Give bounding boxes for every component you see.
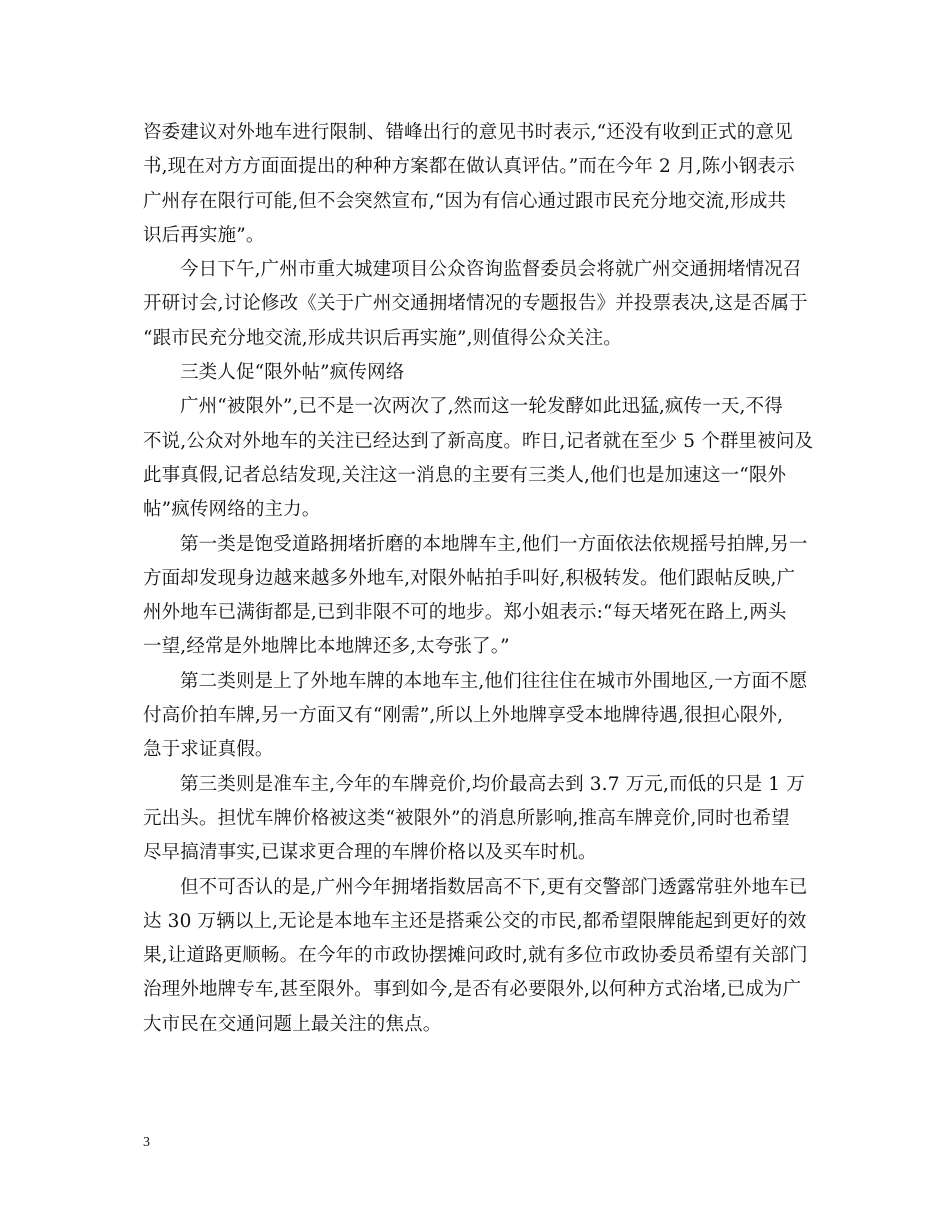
text-line: 一望,经常是外地牌比本地牌还多,太夸张了。” xyxy=(143,636,510,658)
text-line: 治理外地牌专车,甚至限外。事到如今,是否有必要限外,以何种方式治堵,已成为广 xyxy=(143,979,802,1001)
paragraph-start-line: 第二类则是上了外地车牌的本地车主,他们往往住在城市外围地区,一方面不愿 xyxy=(180,670,808,692)
page-number: 3 xyxy=(143,1135,150,1150)
text-line: 急于求证真假。 xyxy=(143,739,274,761)
paragraph-start-line: 但不可否认的是,广州今年拥堵指数居高不下,更有交警部门透露常驻外地车已 xyxy=(180,876,808,898)
text-line: 咨委建议对外地车进行限制、错峰出行的意见书时表示,“还没有收到正式的意见 xyxy=(143,122,793,143)
text-line: 开研讨会,讨论修改《关于广州交通拥堵情况的专题报告》并投票表决,这是否属于 xyxy=(143,293,808,315)
text-line: 帖”疯传网络的主力。 xyxy=(143,499,321,521)
text-line: 州外地车已满街都是,已到非限不可的地步。郑小姐表示:“每天堵死在路上,两头 xyxy=(143,602,787,624)
text-line: “跟市民充分地交流,形成共识后再实施”,则值得公众关注。 xyxy=(143,327,622,349)
text-line: 果,让道路更顺畅。在今年的市政协摆摊问政时,就有多位市政协委员希望有关部门 xyxy=(143,945,808,967)
text-line: 大市民在交通问题上最关注的焦点。 xyxy=(143,1013,442,1035)
text-line: 此事真假,记者总结发现,关注这一消息的主要有三类人,他们也是加速这一“限外 xyxy=(143,464,787,486)
paragraph-start-line: 第一类是饱受道路拥堵折磨的本地牌车主,他们一方面依法依规摇号拍牌,另一 xyxy=(180,533,808,555)
document-body xyxy=(143,116,813,1042)
text-line: 方面却发现身边越来越多外地车,对限外帖拍手叫好,积极转发。他们跟帖反映,广 xyxy=(143,567,796,589)
text-line: 不说,公众对外地车的关注已经达到了新高度。昨日,记者就在至少 5 个群里被问及 xyxy=(143,430,814,452)
text-line: 广州存在限行可能,但不会突然宣布,“因为有信心通过跟市民充分地交流,形成共 xyxy=(143,190,787,212)
paragraph-start-line: 今日下午,广州市重大城建项目公众咨询监督委员会将就广州交通拥堵情况召 xyxy=(180,259,802,281)
paragraph-start-line: 广州“被限外”,已不是一次两次了,然而这一轮发酵如此迅猛,疯传一天,不得 xyxy=(180,396,783,418)
paragraph-start-line: 第三类则是准车主,今年的车牌竞价,均价最高去到 3.7 万元,而低的只是 1 万 xyxy=(180,773,805,795)
text-line: 达 30 万辆以上,无论是本地车主还是搭乘公交的市民,都希望限牌能起到更好的效 xyxy=(143,910,807,932)
section-heading: 三类人促“限外帖”疯传网络 xyxy=(180,362,405,384)
text-line: 尽早搞清事实,已谋求更合理的车牌价格以及买车时机。 xyxy=(143,842,597,864)
text-line: 付高价拍车牌,另一方面又有“刚需”,所以上外地牌享受本地牌待遇,很担心限外, xyxy=(143,705,784,727)
text-line: 书,现在对方方面面提出的种种方案都在做认真评估。”而在今年 2 月,陈小钢表示 xyxy=(143,156,795,178)
text-line: 元出头。担忧车牌价格被这类“被限外”的消息所影响,推高车牌竞价,同时也希望 xyxy=(143,807,790,829)
text-line: 识后再实施”。 xyxy=(143,224,265,246)
